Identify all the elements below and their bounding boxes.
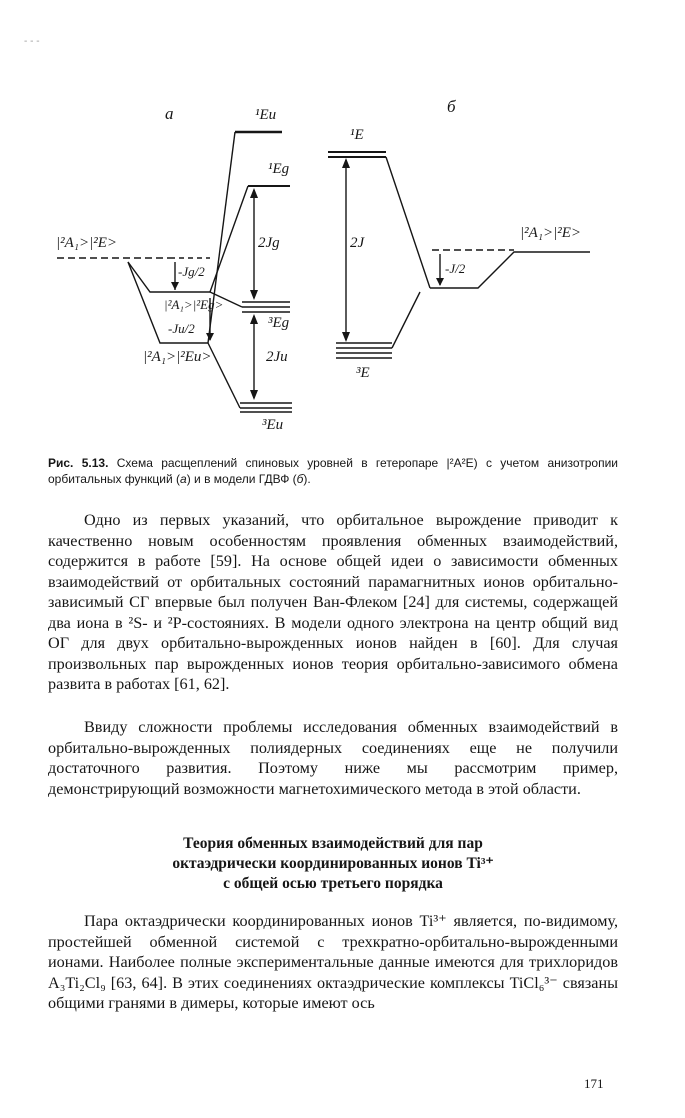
energy-level-diagram <box>0 0 685 450</box>
label-a-bottom-state: |²A₁>|²Eu> <box>143 349 212 365</box>
label-2Jg: 2Jg <box>258 235 280 251</box>
caption-a: a <box>180 472 187 486</box>
caption-number: Рис. 5.13. <box>48 456 109 470</box>
paragraph-2: Ввиду сложности проблемы исследования обменных взаимодействий в орбитально-вырожденных полиядерных соединениях еще не получили достаточного развития. Поэтому ниже мы рассмотрим пример, демонстрирующий возможности магнетохимического метода в этой области. <box>48 718 618 798</box>
caption-text-mid: ) и в модели ГДВФ ( <box>186 472 297 486</box>
label-a-mid-state: |²A₁>|²Eg> <box>164 297 224 312</box>
panel-a-letter: а <box>165 104 174 123</box>
paragraph-3: Пара октаэдрически координированных ионов Ti³⁺ является, по-видимому, простейшей обменной системой с трехкратно-орбитально-вырожденными ионами. Наиболее полные экспериментальные данные имеются для трихлоридов A₃Ti₂Cl₉ [63, 64]. В этих соединениях октаэдрические комплексы TiCl₆³⁻ связаны общими гранями в димеры, которые имеют ось <box>48 912 618 1012</box>
heading-line-3: с общей осью третьего порядка <box>223 875 443 892</box>
label-minus-Ju-half: -Ju/2 <box>168 321 195 336</box>
page-number: 171 <box>584 1076 604 1091</box>
caption-text-before: Схема расщеплений спиновых уровней в гетеропаре |²A²E) с учетом анизотропии орбитальных функций ( <box>48 456 618 486</box>
caption-b: б <box>296 472 304 486</box>
figure-5-13 <box>0 0 685 450</box>
heading-line-1: Теория обменных взаимодействий для пар <box>183 835 483 852</box>
panel-b-letter: б <box>447 97 456 116</box>
label-3Eg: ³Eg <box>268 315 290 331</box>
label-minus-Jg-half: -Jg/2 <box>178 264 205 279</box>
label-3E: ³E <box>356 365 370 381</box>
corner-mark: - - - <box>24 36 40 47</box>
section-heading <box>48 834 618 894</box>
label-1E: ¹E <box>350 127 364 143</box>
label-2J: 2J <box>350 235 365 251</box>
paragraph-1: Одно из первых указаний, что орбитальное вырождение приводит к качественно новым особенностям проявления обменных взаимодействий, содержится в работе [59]. На основе общей идеи о зависимости обменных взаимодействий от орбитальных состояний парамагнитных ионов орбитально-зависимый СГ впервые был получен Ван-Флеком [24] для системы, содержащей два иона в ²S- и ²P-состояниях. В модели одного электрона на центр общий вид ОГ для двух орбитально-вырожденных ионов найден в [60]. Для случая произвольных пар вырожденных ионов теория орбитально-зависимого обмена развита в работах [61, 62]. <box>48 511 618 693</box>
caption-text-after: ). <box>303 472 311 486</box>
figure-caption <box>48 455 618 487</box>
label-1Eu: ¹Eu <box>255 107 277 123</box>
label-1Eg: ¹Eg <box>268 161 290 177</box>
label-3Eu: ³Eu <box>262 417 284 433</box>
label-b-right-state: |²A₁>|²E> <box>520 225 582 241</box>
label-minus-J-half: -J/2 <box>445 261 466 276</box>
heading-line-2: октаэдрически координированных ионов Ti³⁺ <box>172 855 494 872</box>
label-a-left-state: |²A₁>|²E> <box>56 235 118 251</box>
label-2Ju: 2Ju <box>266 349 288 365</box>
